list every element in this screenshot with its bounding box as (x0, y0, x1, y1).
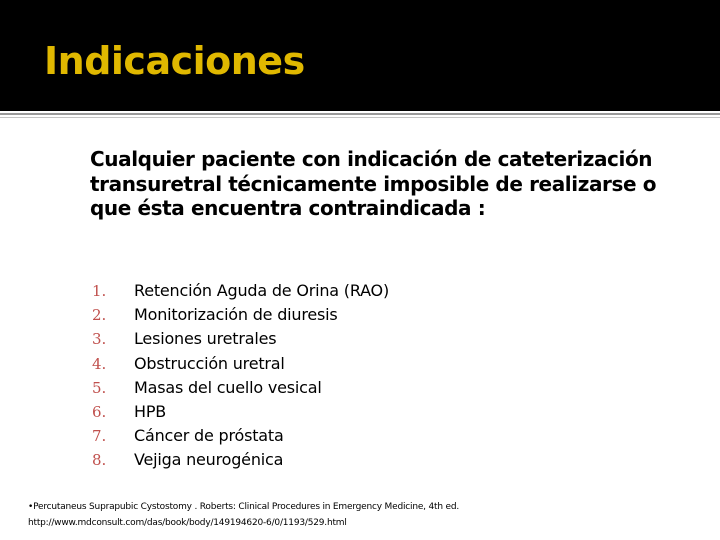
divider-thick (0, 113, 720, 115)
list-item (92, 327, 389, 351)
list-number: 6. (92, 402, 107, 421)
list-item-text: Vejiga neurogénica (134, 450, 284, 470)
list-item (92, 376, 389, 400)
list-item (92, 448, 389, 472)
reference-citation: •Percutaneus Suprapubic Cystostomy . Roberts: Clinical Procedures in Emergency Medicine, 4th ed. (28, 502, 460, 512)
list-number: 7. (92, 427, 107, 446)
intro-text: Cualquier paciente con indicación de cateterización transuretral técnicamente imposible de realizarse o que ésta encuentra contraindicada : (90, 147, 657, 220)
list-item-text: Retención Aguda de Orina (RAO) (134, 281, 389, 300)
list-item-text: Cáncer de próstata (134, 426, 284, 446)
list-item-text: Masas del cuello vesical (134, 377, 322, 397)
list-number: 4. (92, 354, 107, 373)
list-item (92, 279, 389, 303)
list-item-text: Lesiones uretrales (134, 329, 277, 349)
list-number: 5. (92, 378, 107, 397)
list-item-text: HPB (134, 401, 167, 421)
list-number: 8. (92, 451, 107, 470)
list-item-text: Monitorización de diuresis (134, 305, 338, 325)
indications-list (92, 279, 389, 473)
title-bar (0, 0, 720, 111)
reference-footnote (28, 499, 459, 531)
list-item (92, 400, 389, 424)
list-number: 3. (92, 330, 107, 349)
reference-url[interactable]: http://www.mdconsult.com/das/book/body/149194620-6/0/1193/529.html (28, 518, 347, 528)
list-item-text: Obstrucción uretral (134, 353, 285, 373)
list-number: 2. (92, 306, 107, 325)
list-item (92, 352, 389, 376)
slide-title: Indicaciones (44, 39, 305, 83)
list-number: 1. (92, 282, 107, 300)
list-item (92, 424, 389, 448)
divider-thin (0, 117, 720, 118)
list-item (92, 303, 389, 327)
